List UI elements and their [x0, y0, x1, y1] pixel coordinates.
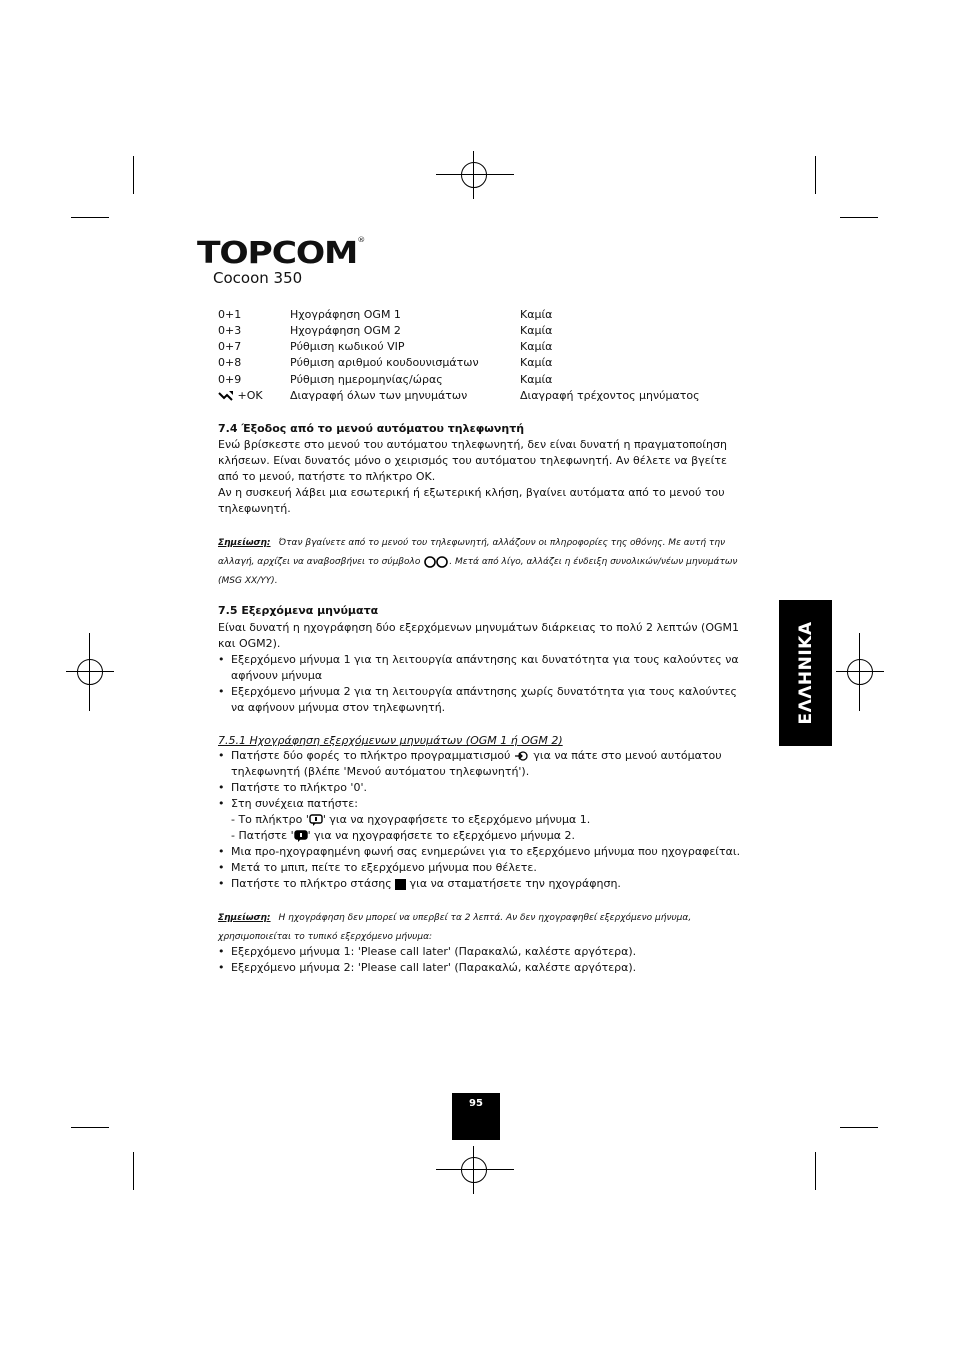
table-desc: Ηχογράφηση OGM 2	[290, 324, 401, 337]
table-value: Καμία	[520, 308, 553, 321]
registration-mark	[66, 648, 114, 696]
registration-mark	[450, 1146, 498, 1194]
model-name: Cocoon 350	[213, 269, 303, 287]
table-desc: Διαγραφή όλων των μηνυμάτων	[290, 389, 468, 402]
table-desc: Ρύθμιση ημερομηνίας/ώρας	[290, 373, 443, 386]
note: Σημείωση: Όταν βγαίνετε από το μενού του τηλεφωνητή, αλλάζουν οι πληροφορίες της οθόνης. Με αυτή την αλλαγή, αρχίζει να αναβοσβήνει το σύμβολο . Μετά από λίγο, αλλάζει η ένδειξη συνολικών/νέων μηνυμάτων (MSG XX/YY).	[218, 538, 738, 586]
list-item: • Εξερχόμενο μήνυμα 1: 'Please call later' (Παρακαλώ, καλέστε αργότερα).	[218, 944, 748, 960]
crop-mark	[840, 1127, 878, 1128]
table-key: 0+8	[218, 356, 242, 369]
table-desc: Ρύθμιση αριθμού κουδουνισμάτων	[290, 356, 479, 369]
table-key: 0+9	[218, 373, 242, 386]
crop-mark	[133, 1152, 134, 1190]
crop-mark	[133, 156, 134, 194]
table-desc: Ηχογράφηση OGM 1	[290, 308, 401, 321]
registration-mark	[450, 151, 498, 199]
crop-mark	[859, 633, 860, 711]
table-value: Καμία	[520, 356, 553, 369]
crop-mark	[71, 1127, 109, 1128]
list-item: • Μετά το μπιπ, πείτε το εξερχόμενο μήνυμα που θέλετε.	[218, 860, 748, 876]
list-item: • Στη συνέχεια πατήστε: - Το πλήκτρο ' ' για να ηχογραφήσετε το εξερχόμενο μήνυμα 1. - Πατήστε ' ' για να ηχογραφήσετε το εξερχόμενο μήνυμα 2.	[218, 796, 748, 844]
speech-key-icon	[309, 814, 323, 826]
page-number: 95	[452, 1093, 500, 1140]
steps-list	[218, 748, 748, 892]
crop-mark	[815, 1152, 816, 1190]
table-value: Καμία	[520, 324, 553, 337]
table-key: 0+3	[218, 324, 242, 337]
defaults-list	[218, 944, 748, 976]
paragraph: Ενώ βρίσκεστε στο μενού του αυτόματου τηλεφωνητή, δεν είναι δυνατή η πραγματοποίηση κλήσεων. Είναι δυνατός μόνο ο χειρισμός του αυτόματου τηλεφωνητή. Αν θέλετε να βγείτε από το μενού, πατήστε το πλήκτρο OK.	[218, 438, 727, 483]
note-label: Σημείωση:	[218, 913, 271, 923]
bullet-list	[218, 652, 748, 716]
answering-machine-icon	[218, 390, 234, 402]
note-label: Σημείωση:	[218, 538, 271, 548]
program-key-icon	[514, 750, 530, 762]
stop-key-icon	[395, 879, 406, 890]
list-item: • Μια προ-ηχογραφημένη φωνή σας ενημερώνει για το εξερχόμενο μήνυμα που ηχογραφείται.	[218, 844, 748, 860]
crop-mark	[815, 156, 816, 194]
list-item: • Εξερχόμενο μήνυμα 2 για τη λειτουργία απάντησης χωρίς δυνατότητα για τους καλούντες να αφήνουν μήνυμα στον τηλεφωνητή.	[218, 684, 748, 716]
list-item: • Εξερχόμενο μήνυμα 2: 'Please call later' (Παρακαλώ, καλέστε αργότερα).	[218, 960, 748, 976]
table-desc: Ρύθμιση κωδικού VIP	[290, 340, 405, 353]
list-item: • Πατήστε το πλήκτρο στάσης για να σταματήσετε την ηχογράφηση.	[218, 876, 748, 892]
crop-mark	[436, 1169, 514, 1170]
paragraph: Είναι δυνατή η ηχογράφηση δύο εξερχόμενων μηνυμάτων διάρκειας το πολύ 2 λεπτών (OGM1 και OGM2).	[218, 621, 739, 650]
language-tab: ΕΛΛΗΝΙΚΑ	[779, 600, 832, 746]
tape-icon	[423, 555, 449, 569]
table-value: Καμία	[520, 340, 553, 353]
sub-step: - Το πλήκτρο ' ' για να ηχογραφήσετε το εξερχόμενο μήνυμα 1.	[231, 813, 591, 826]
table-value: Καμία	[520, 373, 553, 386]
section-heading: 7.5 Εξερχόμενα μηνύματα	[218, 604, 379, 617]
list-item: • Πατήστε δύο φορές το πλήκτρο προγραμματισμού για να πάτε στο μενού αυτόματου τηλεφωνητή (βλέπε 'Μενού αυτόματου τηλεφωνητή').	[218, 748, 748, 780]
brand-logo: TOPCOM®	[197, 236, 365, 271]
section-heading: 7.4 Έξοδος από το μενού αυτόματου τηλεφωνητή	[218, 422, 525, 435]
subsection-heading: 7.5.1 Ηχογράφηση εξερχόμενων μηνυμάτων (OGM 1 ή OGM 2)	[218, 734, 563, 747]
crop-mark	[436, 174, 514, 175]
table-value: Διαγραφή τρέχοντος μηνύματος	[520, 389, 700, 402]
crop-mark	[840, 217, 878, 218]
table-key: 0+1	[218, 308, 242, 321]
sub-step: - Πατήστε ' ' για να ηχογραφήσετε το εξερχόμενο μήνυμα 2.	[231, 829, 576, 842]
paragraph: Αν η συσκευή λάβει μια εσωτερική ή εξωτερική κλήση, βγαίνει αυτόματα από το μενού του τηλεφωνητή.	[218, 486, 725, 515]
table-key: +OK	[218, 388, 263, 404]
speech-key-icon	[294, 830, 308, 842]
note: Σημείωση: Η ηχογράφηση δεν μπορεί να υπερβεί τα 2 λεπτά. Αν δεν ηχογραφηθεί εξερχόμενο μήνυμα, χρησιμοποιείται το τυπικό εξερχόμενο μήνυμα:	[218, 913, 692, 942]
crop-mark	[89, 633, 90, 711]
table-key: 0+7	[218, 340, 242, 353]
list-item: • Πατήστε το πλήκτρο '0'.	[218, 780, 748, 796]
crop-mark	[71, 217, 109, 218]
list-item: • Εξερχόμενο μήνυμα 1 για τη λειτουργία απάντησης και δυνατότητα για τους καλούντες να αφήνουν μήνυμα	[218, 652, 748, 684]
registration-mark	[836, 648, 884, 696]
